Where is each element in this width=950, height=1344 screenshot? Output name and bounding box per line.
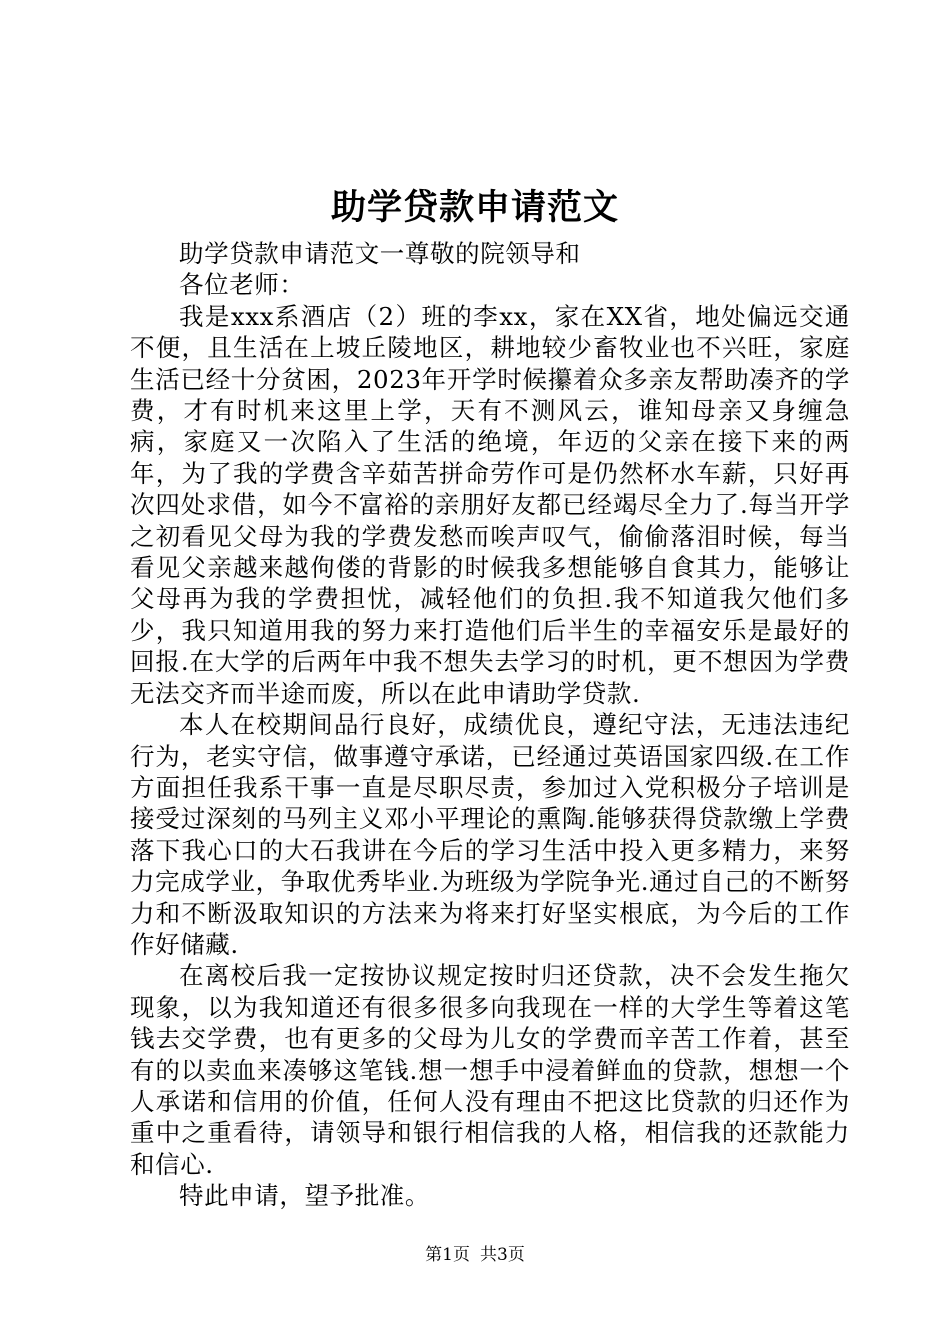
body-paragraph: 本人在校期间品行良好，成绩优良，遵纪守法，无违法违纪行为，老实守信，做事遵守承诺，已经通过英语国家四级.在工作方面担任我系干事一直是尽职尽责，参加过入党积极分子培训是接受过深刻的马列主义邓小平理论的熏陶.能够获得贷款缴上学费落下我心口的大石我讲在今后的学习生活中投入更多精力，来努力完成学业，争取优秀毕业.为班级为学院争光.通过自己的不断努力和不断汲取知识的方法来为将来打好坚实根底，为今后的工作作好储藏.	[130, 710, 850, 959]
closing-line: 特此申请，望予批准。	[179, 1181, 430, 1211]
body-paragraph: 我是xxx系酒店（2）班的李xx，家在XX省，地处偏远交通不便，且生活在上坡丘陵地区，耕地较少畜牧业也不兴旺，家庭生活已经十分贫困，2023年开学时候攥着众多亲友帮助凑齐的学费，才有时机来这里上学，天有不测风云，谁知母亲又身缠急病，家庭又一次陷入了生活的绝境，年迈的父亲在接下来的两年，为了我的学费含辛茹苦拼命劳作可是仍然杯水车薪，只好再次四处求借，如今不富裕的亲朋好友都已经竭尽全力了.每当开学之初看见父母为我的学费发愁而唉声叹气，偷偷落泪时候，每当看见父亲越来越佝偻的背影的时候我多想能够自食其力，能够让父母再为我的学费担忧，减轻他们的负担.我不知道我欠他们多少，我只知道用我的努力来打造他们后半生的幸福安乐是最好的回报.在大学的后两年中我不想失去学习的时机，更不想因为学费无法交齐而半途而废，所以在此申请助学贷款.	[130, 301, 850, 708]
page-footer	[0, 1244, 950, 1266]
page-total: 共3页	[480, 1245, 525, 1265]
body-paragraph: 在离校后我一定按协议规定按时归还贷款，决不会发生拖欠现象，以为我知道还有很多很多向我现在一样的大学生等着这笔钱去交学费，也有更多的父母为儿女的学费而辛苦工作着，甚至有的以卖血来凑够这笔钱.想一想手中浸着鲜血的贷款，想想一个人承诺和信用的价值，任何人没有理由不把这比贷款的归还作为重中之重看待，请领导和银行相信我的人格，相信我的还款能力和信心.	[130, 961, 850, 1179]
document-body	[130, 238, 850, 1212]
salutation: 各位老师：	[179, 270, 305, 300]
page-number: 第1页	[425, 1245, 470, 1265]
opening-line: 助学贷款申请范文一尊敬的院领导和	[179, 239, 581, 268]
document-title: 助学贷款申请范文	[330, 187, 619, 228]
